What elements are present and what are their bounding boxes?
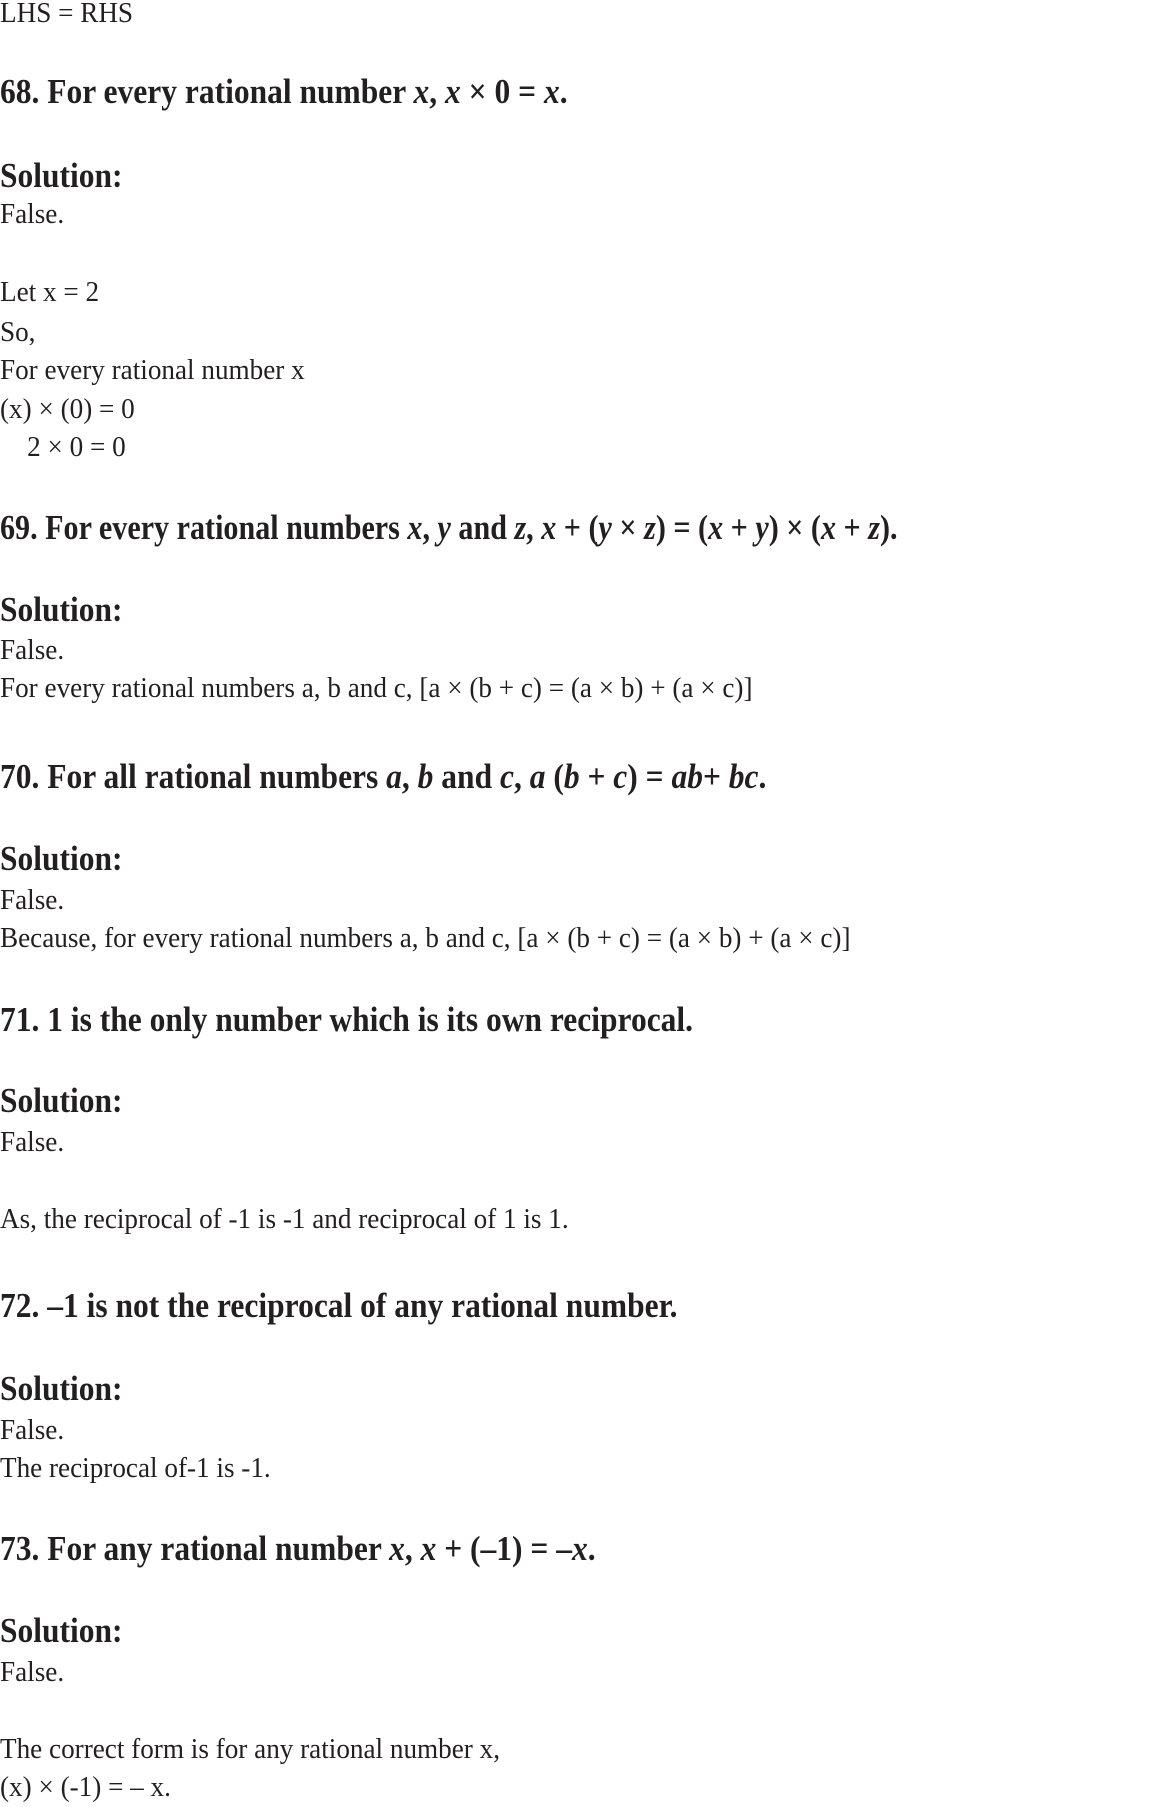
- solution-line: For every rational number x: [0, 355, 305, 386]
- solution-line: (x) × (-1) = – x.: [0, 1772, 171, 1803]
- solution-label: Solution:: [0, 1611, 123, 1650]
- solution-label: Solution:: [0, 1081, 123, 1120]
- solution-label: Solution:: [0, 156, 123, 195]
- answer: False.: [0, 1657, 65, 1688]
- solution-line: So,: [0, 317, 36, 348]
- answer: False.: [0, 885, 65, 916]
- question-70-heading: 70. For all rational numbers a, b and c, a (b + c) = ab+ bc.: [0, 757, 767, 796]
- solution-line: 2 × 0 = 0: [0, 432, 126, 463]
- solution-line: As, the reciprocal of -1 is -1 and reciprocal of 1 is 1.: [0, 1204, 569, 1235]
- solution-label: Solution:: [0, 1369, 123, 1408]
- top-line: LHS = RHS: [0, 0, 134, 29]
- question-72-heading: 72. –1 is not the reciprocal of any rational number.: [0, 1286, 678, 1325]
- solution-label: Solution:: [0, 839, 123, 878]
- answer: False.: [0, 1415, 65, 1446]
- answer: False.: [0, 199, 65, 230]
- solution-line: The reciprocal of-1 is -1.: [0, 1453, 271, 1484]
- solution-line: Let x = 2: [0, 277, 100, 308]
- answer: False.: [0, 635, 65, 666]
- solution-line: (x) × (0) = 0: [0, 394, 135, 425]
- answer: False.: [0, 1127, 65, 1158]
- question-71-heading: 71. 1 is the only number which is its own reciprocal.: [0, 1000, 694, 1039]
- question-69-heading: 69. For every rational numbers x, y and z, x + (y × z) = (x + y) × (x + z).: [0, 508, 898, 547]
- question-73-heading: 73. For any rational number x, x + (–1) = –x.: [0, 1529, 596, 1568]
- question-68-heading: 68. For every rational number x, x × 0 = x.: [0, 72, 568, 111]
- solution-line: Because, for every rational numbers a, b and c, [a × (b + c) = (a × b) + (a × c)]: [0, 923, 851, 954]
- solution-line: For every rational numbers a, b and c, [a × (b + c) = (a × b) + (a × c)]: [0, 673, 753, 704]
- solution-label: Solution:: [0, 590, 123, 629]
- solution-line: The correct form is for any rational number x,: [0, 1734, 501, 1765]
